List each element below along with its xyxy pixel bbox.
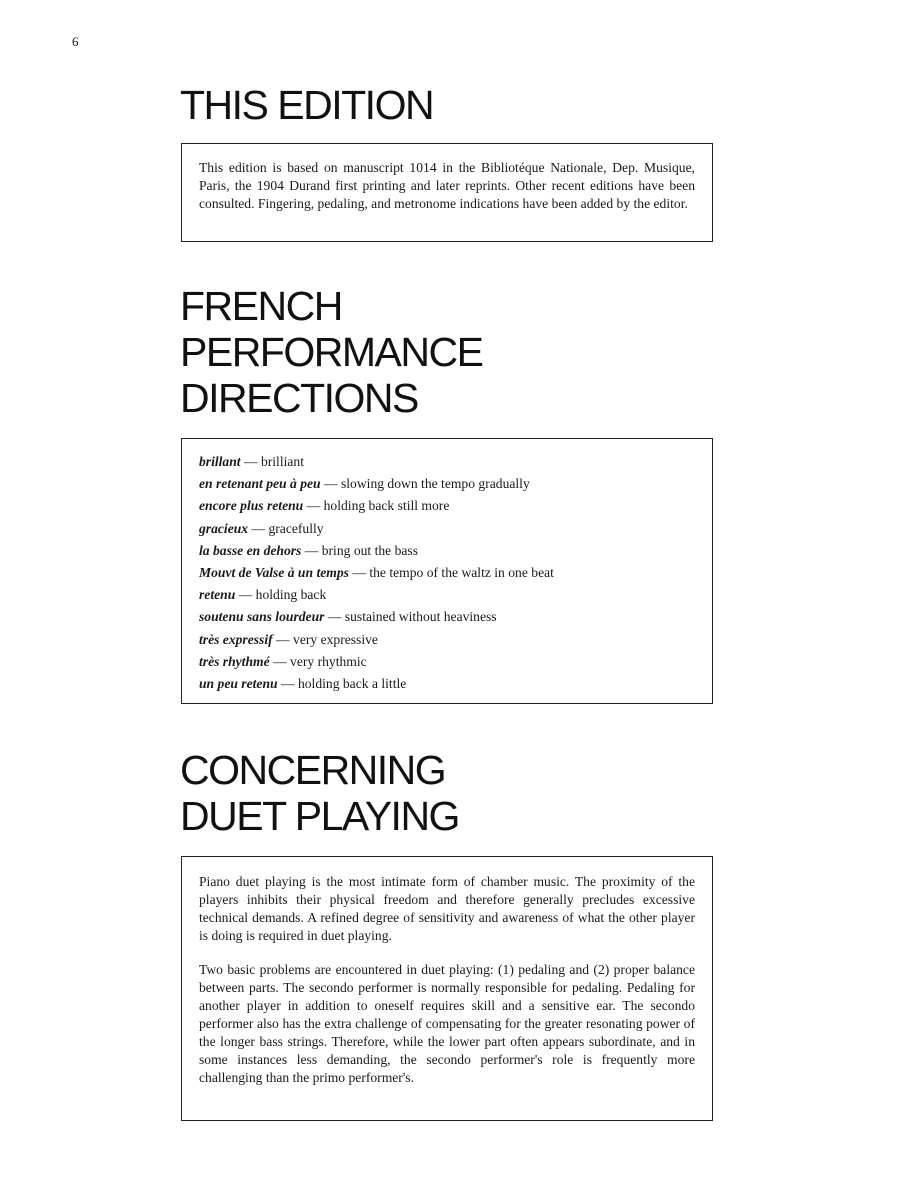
direction-separator: —	[301, 542, 322, 558]
direction-meaning: brilliant	[260, 454, 304, 469]
direction-separator: —	[272, 631, 294, 647]
direction-entry	[199, 606, 695, 628]
direction-entry	[199, 651, 695, 673]
heading-line: THIS EDITION	[180, 82, 434, 128]
heading-line: DIRECTIONS	[180, 375, 418, 421]
direction-term: gracieux	[199, 520, 249, 536]
direction-separator: —	[248, 520, 269, 536]
direction-meaning: holding back	[255, 587, 327, 603]
direction-entry	[199, 451, 695, 473]
direction-term: soutenu sans lourdeur	[199, 609, 325, 625]
direction-meaning: the tempo of the waltz in one beat	[369, 565, 554, 581]
direction-meaning: slowing down the tempo gradually	[340, 476, 530, 492]
direction-separator: —	[269, 653, 291, 669]
direction-entry	[199, 673, 695, 695]
direction-meaning: very rhythmic	[290, 653, 367, 669]
edition-note-text: This edition is based on manuscript 1014 in the Bibliotéque Nationale, Dep. Musique, Paris, the 1904 Durand first printing and later reprints. Other recent editions have been consulted. Fingering, pedaling, and metronome indications have been added by the editor.	[199, 160, 695, 211]
direction-entry	[199, 584, 695, 606]
direction-term: la basse en dehors	[199, 542, 302, 558]
direction-term: un peu retenu	[199, 676, 278, 692]
page-number: 6	[72, 34, 79, 49]
heading-french-performance-directions	[180, 283, 482, 421]
heading-line: FRENCH	[180, 283, 342, 329]
direction-separator: —	[277, 676, 298, 692]
heading-this-edition	[180, 82, 433, 128]
direction-term: très rhythmé	[199, 653, 270, 669]
direction-term: très expressif	[199, 631, 273, 647]
direction-term: retenu	[199, 587, 236, 603]
direction-meaning: holding back still more	[323, 498, 450, 514]
direction-entry	[199, 518, 695, 540]
direction-separator: —	[320, 476, 341, 492]
heading-line: PERFORMANCE	[180, 329, 483, 375]
direction-entry	[199, 562, 695, 584]
heading-line: DUET PLAYING	[180, 793, 459, 839]
direction-term: en retenant peu à peu	[199, 476, 321, 492]
duet-paragraph: Piano duet playing is the most intimate form of chamber music. The proximity of the players inhibits their physical freedom and therefore generally precludes excessive technical demands. A refined degree of sensitivity and awareness of what the other player is doing is required in duet playing.	[199, 874, 695, 943]
direction-separator: —	[324, 609, 345, 625]
heading-concerning-duet-playing	[180, 747, 459, 839]
direction-entry	[199, 629, 695, 651]
direction-entry	[199, 495, 695, 517]
heading-line: CONCERNING	[180, 747, 446, 793]
direction-meaning: very expressive	[293, 631, 378, 647]
directions-glossary-box	[181, 438, 713, 704]
direction-separator: —	[235, 587, 256, 603]
direction-separator: —	[348, 565, 370, 581]
edition-note-box	[181, 143, 713, 242]
direction-entry	[199, 473, 695, 495]
direction-term: brillant	[199, 454, 241, 469]
direction-meaning: holding back a little	[297, 676, 407, 692]
direction-term: Mouvt de Valse à un temps	[199, 565, 349, 581]
direction-separator: —	[303, 498, 324, 514]
duet-playing-box	[181, 856, 713, 1121]
direction-meaning: bring out the bass	[321, 542, 419, 558]
direction-meaning: gracefully	[268, 520, 324, 536]
direction-meaning: sustained without heaviness	[344, 609, 497, 625]
direction-separator: —	[240, 454, 261, 469]
direction-term: encore plus retenu	[199, 498, 304, 514]
duet-paragraph: Two basic problems are encountered in duet playing: (1) pedaling and (2) proper balance between parts. The secondo performer is normally responsible for pedaling. Pedaling for another player in addition to oneself requires skill and a sensitive ear. The secondo performer also has the extra challenge of compensating for the greater resonating power of the longer bass strings. Therefore, while the lower part often appears subordinate, and in some instances less demanding, the secondo performer's role is frequently more challenging than the primo performer's.	[199, 962, 695, 1085]
direction-entry	[199, 540, 695, 562]
